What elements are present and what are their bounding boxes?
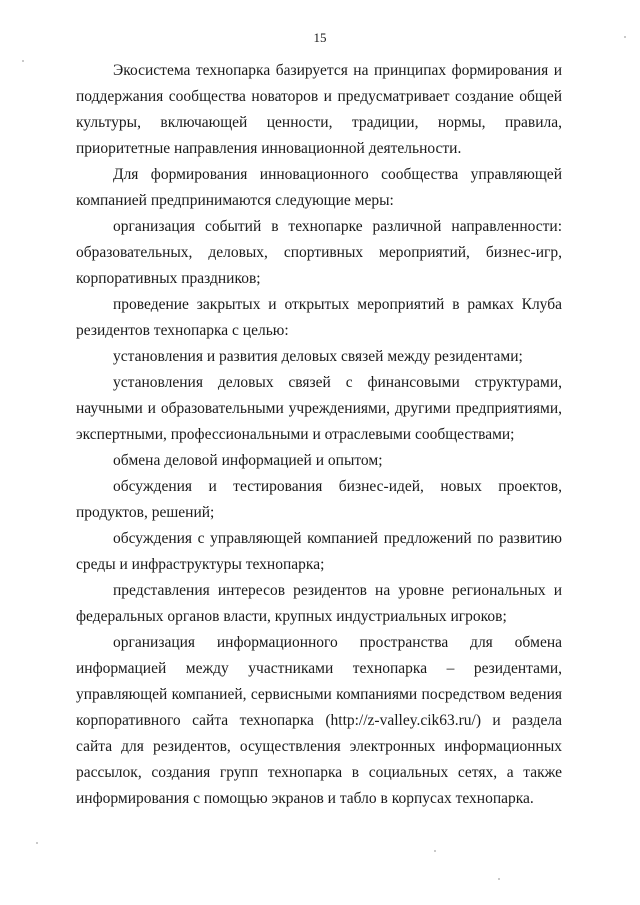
page-number: 15 (313, 30, 327, 45)
scan-artifact (624, 36, 626, 38)
scan-artifact (36, 842, 38, 844)
paragraph-experience-exchange: обмена деловой информацией и опытом; (113, 452, 383, 469)
paragraph-resident-ties: установления и развития деловых связей между резидентами; (113, 348, 523, 365)
paragraph-measures-intro: Для формирования инновационного сообщества управляющей компанией предпринимаются следующие меры: (76, 166, 562, 209)
scan-artifact (22, 60, 24, 62)
paragraph-idea-testing: обсуждения и тестирования бизнес-идей, новых проектов, продуктов, решений; (76, 478, 562, 521)
scan-artifact (498, 878, 500, 880)
body-text (76, 58, 562, 812)
paragraph-club-events: проведение закрытых и открытых мероприятий в рамках Клуба резидентов технопарка с целью: (76, 296, 562, 339)
paragraph-external-ties: установления деловых связей с финансовыми структурами, научными и образовательными учреждениями, другими предприятиями, экспертными, профессиональными и отраслевыми сообществами; (76, 374, 562, 443)
paragraph-events: организация событий в технопарке различной направленности: образовательных, деловых, спортивных мероприятий, бизнес-игр, корпоративных праздников; (76, 218, 562, 287)
scan-artifact (434, 850, 436, 852)
paragraph-information-space: организация информационного пространства для обмена информацией между участниками технопарка – резидентами, управляющей компанией, сервисными компаниями посредством ведения корпоративного сайта технопарка (http://z-valley.cik63.ru/) и раздела сайта для резидентов, осуществления электронных информационных рассылок, создания групп технопарка в социальных сетях, а также информирования с помощью экранов и табло в корпусах технопарка. (76, 634, 562, 807)
paragraph-interest-representation: представления интересов резидентов на уровне региональных и федеральных органов власти, крупных индустриальных игроков; (76, 582, 562, 625)
paragraph-infrastructure-discussion: обсуждения с управляющей компанией предложений по развитию среды и инфраструктуры технопарка; (76, 530, 562, 573)
paragraph-ecosystem: Экосистема технопарка базируется на принципах формирования и поддержания сообщества новаторов и предусматривает создание общей культуры, включающей ценности, традиции, нормы, правила, приоритетные направления инновационной деятельности. (76, 62, 562, 157)
